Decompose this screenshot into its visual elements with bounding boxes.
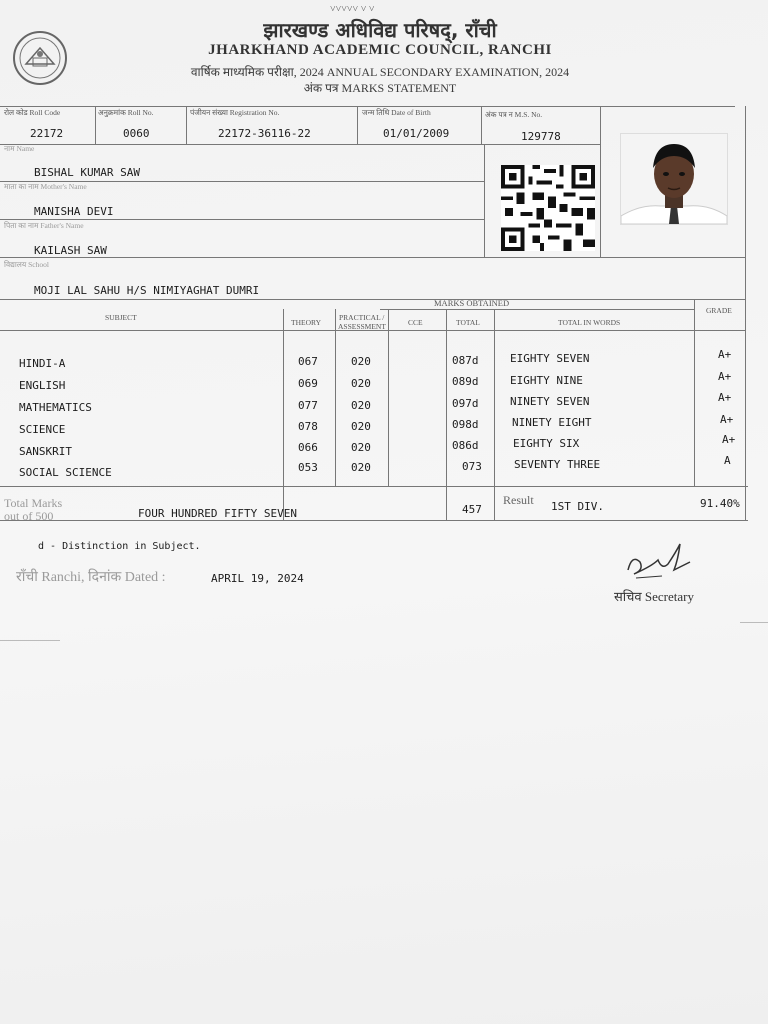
table-bottom-rule: [0, 520, 748, 521]
fold-mark: [0, 640, 60, 641]
secretary-label: सचिव Secretary: [614, 589, 694, 604]
subject-name: HINDI-A: [19, 357, 66, 370]
dob-label: जन्म तिथि Date of Birth: [362, 108, 431, 117]
percentage: 91.40%: [700, 497, 740, 510]
table-right-rule: [745, 106, 746, 521]
header-dots: ˅˅˅˅˅ ˅ ˅: [330, 4, 375, 15]
statement-title: अंक पत्र MARKS STATEMENT: [303, 81, 457, 95]
col-rule-theory: [283, 309, 284, 520]
student-portrait-icon: [621, 134, 727, 224]
grade: A+: [718, 391, 732, 404]
total-marks-words: FOUR HUNDRED FIFTY SEVEN: [138, 507, 297, 520]
subject-name: ENGLISH: [19, 379, 66, 392]
registration-value: 22172-36116-22: [218, 127, 311, 140]
total-words: EIGHTY SEVEN: [510, 352, 590, 365]
grade: A+: [718, 348, 732, 361]
row-rule: [0, 257, 745, 258]
practical-mark: 020: [351, 355, 371, 368]
practical-mark: 020: [351, 441, 371, 454]
out-of-label: out of 500: [4, 509, 54, 523]
total-mark: 073: [462, 460, 482, 473]
mother-name-label: माता का नाम Mother's Name: [4, 182, 87, 191]
col-rule-total: [446, 309, 447, 520]
total-marks-label: Total Marks: [4, 496, 63, 510]
table-top-rule: [0, 106, 735, 107]
council-title-english: JHARKHAND ACADEMIC COUNCIL, RANCHI: [208, 42, 552, 58]
grade: A: [724, 454, 731, 467]
total-words: NINETY SEVEN: [510, 395, 590, 408]
total-in-words-header: TOTAL IN WORDS: [558, 318, 621, 327]
total-mark: 097d: [452, 397, 479, 410]
col-rule: [481, 106, 482, 144]
council-title-hindi: झारखण्ड अधिविद्य परिषद्, राँची: [263, 18, 497, 42]
practical-mark: 020: [351, 420, 371, 433]
grand-total: 457: [462, 503, 482, 516]
result-division: 1ST DIV.: [551, 500, 604, 513]
grade: A+: [722, 433, 736, 446]
theory-header: THEORY: [291, 318, 321, 327]
subject-name: MATHEMATICS: [19, 401, 92, 414]
col-rule-practical: [335, 309, 336, 487]
dob-value: 01/01/2009: [383, 127, 450, 140]
name-label: नाम Name: [4, 144, 35, 153]
roll-code-label: रोल कोड Roll Code: [4, 108, 61, 117]
row-rule: [0, 219, 484, 220]
col-rule: [95, 106, 96, 144]
marks-obtained-rule: [380, 309, 694, 310]
practical-mark: 020: [351, 461, 371, 474]
student-photo: [620, 133, 728, 225]
marks-obtained-label: MARKS OBTAINED: [434, 298, 510, 308]
total-mark: 089d: [452, 375, 479, 388]
student-name: BISHAL KUMAR SAW: [34, 166, 140, 179]
theory-mark: 066: [298, 441, 318, 454]
qr-code-icon: [500, 165, 596, 251]
theory-mark: 078: [298, 420, 318, 433]
col-rule: [186, 106, 187, 144]
theory-mark: 067: [298, 355, 318, 368]
dated-label: राँची Ranchi, दिनांक Dated :: [16, 570, 166, 585]
total-words: SEVENTY THREE: [514, 458, 601, 471]
exam-title: वार्षिक माध्यमिक परीक्षा, 2024 ANNUAL SECONDARY EXAMINATION, 2024: [190, 65, 570, 79]
theory-mark: 077: [298, 399, 318, 412]
grade-header: GRADE: [706, 306, 732, 315]
col-rule-words: [494, 309, 495, 520]
practical-mark: 020: [351, 377, 371, 390]
subject-name: SANSKRIT: [19, 445, 72, 458]
result-label: Result: [503, 493, 534, 507]
total-header: TOTAL: [456, 318, 480, 327]
total-rule: [0, 486, 748, 487]
assessment-header: ASSESSMENT: [338, 322, 386, 331]
grade: A+: [720, 413, 734, 426]
roll-no-label: अनुक्रमांक Roll No.: [98, 108, 154, 117]
father-name-label: पिता का नाम Father's Name: [4, 221, 84, 230]
mother-name: MANISHA DEVI: [34, 205, 114, 218]
practical-header: PRACTICAL /: [339, 313, 385, 322]
cce-header: CCE: [408, 318, 423, 327]
theory-mark: 069: [298, 377, 318, 390]
distinction-note: d - Distinction in Subject.: [38, 541, 201, 552]
col-rule-grade: [694, 299, 695, 487]
col-rule: [484, 144, 485, 257]
practical-mark: 020: [351, 399, 371, 412]
school-name: MOJI LAL SAHU H/S NIMIYAGHAT DUMRI: [34, 284, 260, 297]
subject-name: SCIENCE: [19, 423, 66, 436]
council-emblem-icon: [6, 30, 74, 86]
registration-label: पंजीयन संख्या Registration No.: [190, 108, 280, 117]
father-name: KAILASH SAW: [34, 244, 107, 257]
secretary-signature-icon: [622, 540, 694, 584]
grade: A+: [718, 370, 732, 383]
roll-no-value: 0060: [123, 127, 150, 140]
subject-header: SUBJECT: [105, 313, 137, 322]
ms-no-value: 129778: [521, 130, 561, 143]
total-words: EIGHTY SIX: [513, 437, 580, 450]
total-mark: 086d: [452, 439, 479, 452]
row-rule: [0, 299, 745, 300]
school-label: विद्यालय School: [4, 260, 49, 269]
col-rule: [357, 106, 358, 144]
row-rule: [0, 144, 600, 145]
issue-date: APRIL 19, 2024: [211, 572, 304, 585]
total-mark: 098d: [452, 418, 479, 431]
col-rule-cce: [388, 309, 389, 487]
col-rule: [600, 106, 601, 257]
roll-code-value: 22172: [30, 127, 64, 140]
fold-mark: [740, 622, 768, 623]
theory-mark: 053: [298, 461, 318, 474]
total-words: EIGHTY NINE: [510, 374, 583, 387]
ms-no-label: अंक पत्र न M.S. No.: [485, 110, 543, 119]
total-mark: 087d: [452, 354, 479, 367]
total-words: NINETY EIGHT: [512, 416, 592, 429]
subject-name: SOCIAL SCIENCE: [19, 466, 112, 479]
